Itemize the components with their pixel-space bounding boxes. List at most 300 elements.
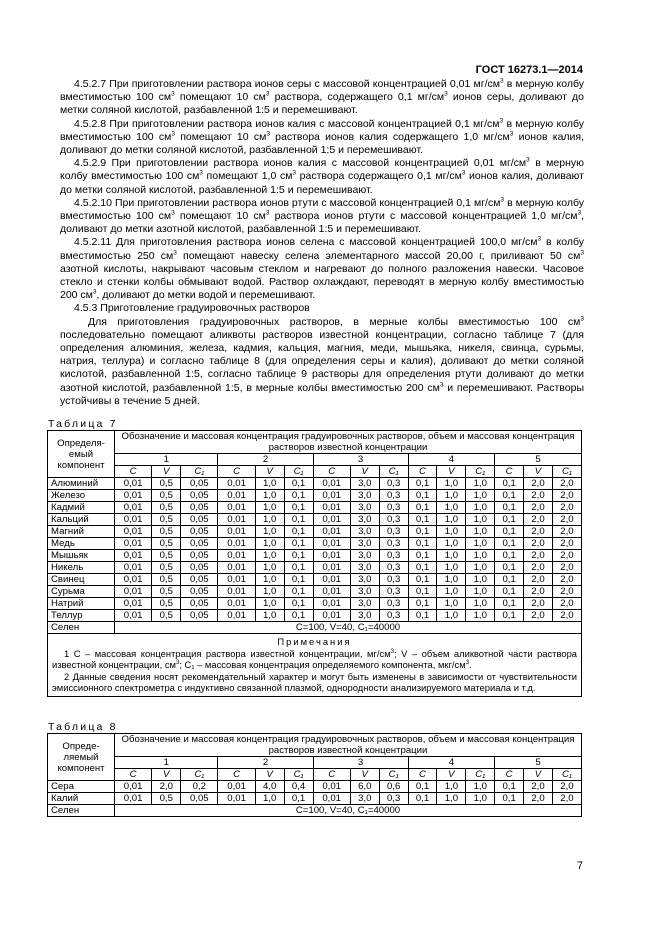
table-cell: 1,0 <box>255 598 284 610</box>
table-cell: 3,0 <box>350 562 379 574</box>
paragraph: 4.5.2.8 При приготовлении раствора ионов калия с массовой концентрацией 0,1 $мг/см^3$ в мерную колбу вместимостью 100 $см^3$ помещают 10 $см^3$ раствора ионов калия содержащего 1,0 $мг/см^3$ ионов калия, доливают до метки соляной кислотой, разбавленной 1:5 и перемешивают. <box>60 117 585 157</box>
table-cell: 1,0 <box>437 562 466 574</box>
table-cell: 0,5 <box>152 562 181 574</box>
table-cell: 1,0 <box>437 526 466 538</box>
table-cell: 0,3 <box>379 490 408 502</box>
table-cell: 0,01 <box>218 514 255 526</box>
table-cell: 1,0 <box>255 793 284 805</box>
table-cell: 0,4 <box>284 781 313 793</box>
table-cell: 1,0 <box>437 490 466 502</box>
table-cell: 1,0 <box>255 526 284 538</box>
table-cell: 1,0 <box>437 514 466 526</box>
group-number: 3 <box>313 757 408 769</box>
table-cell: 0,1 <box>284 478 313 490</box>
superscript: 3 <box>390 648 394 655</box>
table-cell: 0,05 <box>181 538 218 550</box>
table-cell: 2,0 <box>552 490 581 502</box>
table-cell: 0,1 <box>284 526 313 538</box>
sub-header-c1: C₁ <box>379 466 408 478</box>
table-cell: 0,01 <box>115 478 152 490</box>
table-row <box>48 793 582 805</box>
notes-row <box>48 634 582 697</box>
table-cell: 0,3 <box>379 793 408 805</box>
table-cell: 0,05 <box>181 550 218 562</box>
table-cell: 0,01 <box>313 562 350 574</box>
paragraph: Для приготовления градуировочных растворов, в мерные колбы вместимостью 100 $см^3$ последовательно помещают аликвоты растворов известной концентрации, согласно таблице 7 (для определения алюминия, железа, кадмия, кальция, магния, меди, мышьяка, никеля, свинца, сурьмы, натрия, теллура) и согласно таблице 8 (для определения серы и калия), доливают до метки соляной кислотой, разбавленной 1:5, согласно таблице 9 растворы для определения ртути доливают до метки азотной кислотой, разбавленной 1:5, в мерные колбы вместимостью 200 $см^3$ и перемешивают. Растворы устойчивы в течение 5 дней. <box>60 315 584 407</box>
table-cell: 1,0 <box>466 514 495 526</box>
table-cell: 1,0 <box>466 538 495 550</box>
group-number: 5 <box>495 454 582 466</box>
table-cell: 3,0 <box>350 610 379 622</box>
table-cell: 0,01 <box>218 562 255 574</box>
component-header: Опреде-ляемый компонент <box>48 734 115 781</box>
notes-title: Примечания <box>277 636 352 647</box>
selenium-value: С=100, V=40, С₁=40000 <box>115 622 582 634</box>
table-cell: 0,1 <box>284 502 313 514</box>
table-cell: 0,1 <box>284 538 313 550</box>
table-row <box>48 781 582 793</box>
table-cell: 2,0 <box>524 781 553 793</box>
table-cell: 0,01 <box>313 550 350 562</box>
table-cell: 1,0 <box>437 502 466 514</box>
page-number: 7 <box>576 860 583 872</box>
table-cell: 0,05 <box>181 598 218 610</box>
table-cell: 0,01 <box>218 526 255 538</box>
table-row <box>48 514 582 526</box>
sub-header-c1: C₁ <box>181 769 218 781</box>
table-cell: 0,01 <box>313 793 350 805</box>
table-row <box>48 502 582 514</box>
table-cell: 0,01 <box>313 490 350 502</box>
table-row <box>48 478 582 490</box>
table-cell: 0,01 <box>313 478 350 490</box>
table-cell: 0,6 <box>379 781 408 793</box>
table-cell: 1,0 <box>466 502 495 514</box>
table-cell: 2,0 <box>524 562 553 574</box>
table-cell: 0,1 <box>495 574 524 586</box>
table-cell: 0,05 <box>181 502 218 514</box>
table-cell: 2,0 <box>524 598 553 610</box>
note-text: ; С₁ – массовая концентрация определяемого компонента, мкг/см <box>179 659 466 670</box>
table-cell: 0,1 <box>408 538 437 550</box>
group-number: 1 <box>115 757 218 769</box>
component-name: Свинец <box>48 574 115 586</box>
table-cell: 0,05 <box>181 526 218 538</box>
sub-header-c1: C₁ <box>466 466 495 478</box>
table-cell: 0,1 <box>408 514 437 526</box>
table-cell: 0,3 <box>379 538 408 550</box>
table-row <box>48 538 582 550</box>
table-cell: 0,01 <box>115 514 152 526</box>
group-number: 5 <box>495 757 582 769</box>
sub-header-v: V <box>350 466 379 478</box>
table-cell: 0,05 <box>181 478 218 490</box>
table-cell: 0,05 <box>181 562 218 574</box>
table-cell: 0,1 <box>408 490 437 502</box>
table-cell: 0,01 <box>115 586 152 598</box>
table-cell: 0,1 <box>495 586 524 598</box>
sub-header-c: C <box>115 769 152 781</box>
table-cell: 0,1 <box>408 610 437 622</box>
sub-header-c: C <box>408 466 437 478</box>
table-cell: 1,0 <box>255 514 284 526</box>
superscript: 3 <box>176 659 180 666</box>
table-cell: 0,01 <box>313 586 350 598</box>
table-cell: 0,01 <box>218 478 255 490</box>
table-cell: 2,0 <box>552 502 581 514</box>
table-cell: 2,0 <box>152 781 181 793</box>
sub-header-c1: C₁ <box>552 466 581 478</box>
component-name: Кальций <box>48 514 115 526</box>
table-cell: 2,0 <box>524 550 553 562</box>
table8 <box>47 733 582 817</box>
table-cell: 0,01 <box>115 502 152 514</box>
table-cell: 2,0 <box>524 478 553 490</box>
component-name: Теллур <box>48 610 115 622</box>
table-cell: 0,01 <box>218 490 255 502</box>
table-cell: 0,1 <box>495 490 524 502</box>
note-text: 1 С – массовая концентрация раствора известной концентрации, мг/см <box>64 647 391 659</box>
table-cell: 2,0 <box>524 526 553 538</box>
table-cell: 0,01 <box>313 574 350 586</box>
component-name: Железо <box>48 490 115 502</box>
table-cell: 2,0 <box>552 781 581 793</box>
table7 <box>47 430 582 697</box>
table-cell: 2,0 <box>552 598 581 610</box>
sub-header-v: V <box>350 769 379 781</box>
paragraph: 4.5.2.11 Для приготовления раствора ионов селена с массовой концентрацией 100,0 $мг/см^3$ в колбу вместимостью 250 $см^3$ помещают навеску селена элементарного массой 20,00 г, приливают 50 $см^3$ азотной кислоты, накрывают часовым стеклом и нагревают до полного разложения навески. Часовое стекло и стенки колбы обмывают водой. Раствор охлаждают, переводят в мерную колбу вместимостью 200 $см^3$, доливают до метки водой и перемешивают. <box>60 235 584 302</box>
table-cell: 0,01 <box>115 562 152 574</box>
table-cell: 1,0 <box>437 793 466 805</box>
group-number: 4 <box>408 757 495 769</box>
table-cell: 0,01 <box>313 514 350 526</box>
table-cell: 3,0 <box>350 514 379 526</box>
group-number: 3 <box>313 454 408 466</box>
table-cell: 2,0 <box>524 586 553 598</box>
table-cell: 0,1 <box>495 781 524 793</box>
table-cell: 4,0 <box>255 781 284 793</box>
table-cell: 0,2 <box>181 781 218 793</box>
sub-header-v: V <box>152 466 181 478</box>
sub-header-c1: C₁ <box>379 769 408 781</box>
table-cell: 2,0 <box>524 502 553 514</box>
table-cell: 2,0 <box>524 610 553 622</box>
table-row <box>48 598 582 610</box>
table-row-selenium <box>48 622 582 634</box>
table-cell: 2,0 <box>552 586 581 598</box>
sub-header-c: C <box>313 769 350 781</box>
sub-header-v: V <box>437 466 466 478</box>
table-cell: 0,1 <box>408 574 437 586</box>
table-cell: 0,1 <box>284 793 313 805</box>
sub-header-c: C <box>218 466 255 478</box>
table-cell: 2,0 <box>552 574 581 586</box>
sub-header-c1: C₁ <box>284 769 313 781</box>
table-cell: 0,5 <box>152 598 181 610</box>
table-cell: 0,01 <box>218 574 255 586</box>
group-number: 4 <box>408 454 495 466</box>
table-cell: 0,05 <box>181 514 218 526</box>
table-notes <box>48 634 582 697</box>
table-cell: 2,0 <box>552 514 581 526</box>
table-cell: 0,1 <box>408 502 437 514</box>
paragraph: 4.5.2.9 При приготовлении раствора ионов калия с массовой концентрацией 0,01 $мг/см^3$ в мерную колбу вместимостью 100 $см^3$ помещают 1,0 $см^3$ раствора содержащего 0,1 $мг/см^3$ ионов калия, доливают до метки соляной кислотой, разбавленной 1:5 и перемешивают. <box>60 156 584 196</box>
component-name: Сурьма <box>48 586 115 598</box>
table-cell: 1,0 <box>437 538 466 550</box>
group-number: 1 <box>115 454 218 466</box>
table-cell: 0,5 <box>152 490 181 502</box>
component-name: Никель <box>48 562 115 574</box>
sub-header-v: V <box>524 466 553 478</box>
table-cell: 3,0 <box>350 550 379 562</box>
table-cell: 0,1 <box>408 562 437 574</box>
table-cell: 0,01 <box>313 610 350 622</box>
table-cell: 1,0 <box>466 793 495 805</box>
table-cell: 0,5 <box>152 502 181 514</box>
table-cell: 0,3 <box>379 514 408 526</box>
table-cell: 0,1 <box>284 490 313 502</box>
table-cell: 0,1 <box>495 502 524 514</box>
table-cell: 0,5 <box>152 586 181 598</box>
superscript: 3 <box>465 659 470 666</box>
table-cell: 1,0 <box>466 586 495 598</box>
table-cell: 1,0 <box>437 550 466 562</box>
table-cell: 0,3 <box>379 598 408 610</box>
table-cell: 0,01 <box>313 538 350 550</box>
table-cell: 0,3 <box>379 562 408 574</box>
table-cell: 0,05 <box>181 586 218 598</box>
table-cell: 1,0 <box>437 478 466 490</box>
component-name: Мышьяк <box>48 550 115 562</box>
sub-header-c: C <box>495 769 524 781</box>
table-cell: 0,01 <box>115 538 152 550</box>
table-cell: 0,1 <box>284 598 313 610</box>
table-cell: 0,3 <box>379 574 408 586</box>
table-cell: 1,0 <box>255 490 284 502</box>
table-cell: 0,3 <box>379 586 408 598</box>
group-header: Обозначение и массовая концентрация градуировочных растворов, объем и массовая концентрация растворов известной концентрации <box>115 431 582 454</box>
table-row <box>48 586 582 598</box>
table-cell: 1,0 <box>255 478 284 490</box>
sub-header-v: V <box>437 769 466 781</box>
sub-header-c1: C₁ <box>466 769 495 781</box>
table-cell: 0,1 <box>408 793 437 805</box>
table-cell: 1,0 <box>437 574 466 586</box>
table-cell: 1,0 <box>255 538 284 550</box>
table-cell: 1,0 <box>466 526 495 538</box>
table-cell: 0,5 <box>152 478 181 490</box>
table-cell: 0,01 <box>115 781 152 793</box>
table-cell: 0,05 <box>181 610 218 622</box>
component-name: Магний <box>48 526 115 538</box>
table-cell: 0,1 <box>408 586 437 598</box>
table-cell: 3,0 <box>350 793 379 805</box>
table-cell: 0,01 <box>313 526 350 538</box>
component-name: Селен <box>48 805 115 817</box>
component-name: Сера <box>48 781 115 793</box>
sub-header-c1: C₁ <box>552 769 581 781</box>
table-cell: 0,5 <box>152 538 181 550</box>
table-cell: 0,1 <box>408 526 437 538</box>
table-cell: 0,1 <box>495 793 524 805</box>
table-cell: 0,01 <box>218 598 255 610</box>
note-1 <box>52 648 577 671</box>
sub-header-c: C <box>313 466 350 478</box>
sub-header-v: V <box>524 769 553 781</box>
sub-header-v: V <box>255 769 284 781</box>
table-cell: 1,0 <box>466 562 495 574</box>
table-cell: 0,01 <box>218 793 255 805</box>
table-cell: 1,0 <box>255 574 284 586</box>
table-cell: 0,1 <box>495 538 524 550</box>
table-row-selenium <box>48 805 582 817</box>
sub-header-c: C <box>495 466 524 478</box>
table-cell: 0,3 <box>379 478 408 490</box>
component-name: Кадмий <box>48 502 115 514</box>
table-cell: 0,01 <box>115 490 152 502</box>
table7-caption: Таблица 7 <box>48 418 118 430</box>
table-cell: 0,01 <box>115 598 152 610</box>
table-cell: 2,0 <box>552 610 581 622</box>
table-cell: 0,1 <box>284 610 313 622</box>
table-cell: 3,0 <box>350 574 379 586</box>
table-cell: 6,0 <box>350 781 379 793</box>
table-cell: 0,01 <box>115 526 152 538</box>
table-row <box>48 550 582 562</box>
table-cell: 0,05 <box>181 490 218 502</box>
table-cell: 0,01 <box>115 574 152 586</box>
table-cell: 0,01 <box>313 502 350 514</box>
table-cell: 1,0 <box>437 781 466 793</box>
table-cell: 0,1 <box>284 574 313 586</box>
table-cell: 0,3 <box>379 610 408 622</box>
table-cell: 2,0 <box>524 574 553 586</box>
table-cell: 0,01 <box>218 586 255 598</box>
paragraph: 4.5.2.7 При приготовлении раствора ионов серы с массовой концентрацией 0,01 $мг/см^3$ в мерную колбу вместимостью 100 $см^3$ помещают 10 $см^3$ раствора, содержащего 0,1 $мг/см^3$ ионов серы, доливают до метки соляной кислотой, разбавленной 1:5 и перемешивают. <box>60 77 585 117</box>
table-cell: 1,0 <box>466 781 495 793</box>
group-header: Обозначение и массовая концентрация градуировочных растворов, объем и массовая концентрация растворов известной концентрации <box>115 734 582 757</box>
table-cell: 1,0 <box>437 586 466 598</box>
table-cell: 2,0 <box>552 526 581 538</box>
table-cell: 0,01 <box>115 793 152 805</box>
table-row <box>48 490 582 502</box>
table-cell: 0,5 <box>152 793 181 805</box>
sub-header-c: C <box>408 769 437 781</box>
table-cell: 2,0 <box>524 793 553 805</box>
note-text: ; V – объем аликвотной части раствора известной концентрации, см <box>52 647 577 670</box>
table-cell: 3,0 <box>350 538 379 550</box>
table-cell: 0,01 <box>218 502 255 514</box>
component-name: Медь <box>48 538 115 550</box>
table-cell: 1,0 <box>466 598 495 610</box>
table-cell: 1,0 <box>255 610 284 622</box>
component-name: Алюминий <box>48 478 115 490</box>
table-cell: 0,5 <box>152 574 181 586</box>
table-cell: 0,1 <box>408 550 437 562</box>
paragraph: 4.5.2.10 При приготовлении раствора ионов ртути с массовой концентрацией 0,1 $мг/см^3$ в мерную колбу вместимостью 100 $см^3$ помещают 10 $см^3$ раствора ионов ртути с массовой концентрацией 1,0 $мг/см^3$, доливают до метки азотной кислотой, разбавленной 1:5 и перемешивают. <box>60 196 585 236</box>
table-cell: 0,1 <box>284 514 313 526</box>
table-cell: 1,0 <box>437 598 466 610</box>
body-text <box>60 78 584 408</box>
section-heading: 4.5.3 Приготовление градуировочных растворов <box>74 302 310 315</box>
document-header: ГОСТ 16273.1—2014 <box>475 64 583 76</box>
sub-header-c1: C₁ <box>181 466 218 478</box>
table-cell: 0,1 <box>495 550 524 562</box>
table-cell: 1,0 <box>466 610 495 622</box>
table-row <box>48 562 582 574</box>
table-cell: 3,0 <box>350 526 379 538</box>
sub-header-v: V <box>152 769 181 781</box>
table-cell: 0,5 <box>152 610 181 622</box>
table-cell: 0,5 <box>152 550 181 562</box>
table-cell: 2,0 <box>552 550 581 562</box>
table-cell: 0,5 <box>152 526 181 538</box>
table-cell: 0,01 <box>115 550 152 562</box>
note-text: . <box>469 659 472 670</box>
table-row <box>48 610 582 622</box>
table-cell: 0,05 <box>181 574 218 586</box>
table-cell: 1,0 <box>255 586 284 598</box>
table-cell: 0,3 <box>379 550 408 562</box>
table-cell: 0,3 <box>379 502 408 514</box>
table-cell: 0,01 <box>115 610 152 622</box>
table-cell: 3,0 <box>350 478 379 490</box>
table-cell: 0,1 <box>495 514 524 526</box>
table-cell: 0,1 <box>495 562 524 574</box>
table-cell: 0,1 <box>495 478 524 490</box>
sub-header-v: V <box>255 466 284 478</box>
table-cell: 0,01 <box>313 598 350 610</box>
table-cell: 0,3 <box>379 526 408 538</box>
note-2: 2 Данные сведения носят рекомендательный характер и могут быть изменены в зависимости от чувствительности эмиссионного спектрометра с индуктивно связанной плазмой, однородности анализируемого материала и т.д. <box>52 670 577 693</box>
table-cell: 0,01 <box>218 610 255 622</box>
table-cell: 0,1 <box>495 526 524 538</box>
table-cell: 1,0 <box>255 550 284 562</box>
table-cell: 1,0 <box>466 574 495 586</box>
table-cell: 2,0 <box>552 538 581 550</box>
table-cell: 1,0 <box>437 610 466 622</box>
table-cell: 0,5 <box>152 514 181 526</box>
table-cell: 1,0 <box>466 550 495 562</box>
table-cell: 0,1 <box>495 610 524 622</box>
table-cell: 0,1 <box>408 781 437 793</box>
component-header: Определя-емый компонент <box>48 431 115 478</box>
table8-caption: Таблица 8 <box>48 721 118 733</box>
table-cell: 0,05 <box>181 793 218 805</box>
table-row <box>48 574 582 586</box>
table-cell: 0,1 <box>495 598 524 610</box>
table-cell: 1,0 <box>255 562 284 574</box>
component-name: Калий <box>48 793 115 805</box>
table-cell: 0,01 <box>218 538 255 550</box>
table-cell: 2,0 <box>524 490 553 502</box>
sub-header-c1: C₁ <box>284 466 313 478</box>
sub-header-c: C <box>218 769 255 781</box>
table-cell: 2,0 <box>552 478 581 490</box>
table-cell: 1,0 <box>466 478 495 490</box>
table-cell: 2,0 <box>552 562 581 574</box>
table-cell: 2,0 <box>524 514 553 526</box>
table-row <box>48 526 582 538</box>
sub-header-c: C <box>115 466 152 478</box>
selenium-value: С=100, V=40, С₁=40000 <box>115 805 582 817</box>
component-name: Селен <box>48 622 115 634</box>
table-cell: 3,0 <box>350 490 379 502</box>
table-cell: 0,1 <box>284 586 313 598</box>
table-cell: 3,0 <box>350 586 379 598</box>
component-name: Натрий <box>48 598 115 610</box>
table-cell: 0,1 <box>408 598 437 610</box>
